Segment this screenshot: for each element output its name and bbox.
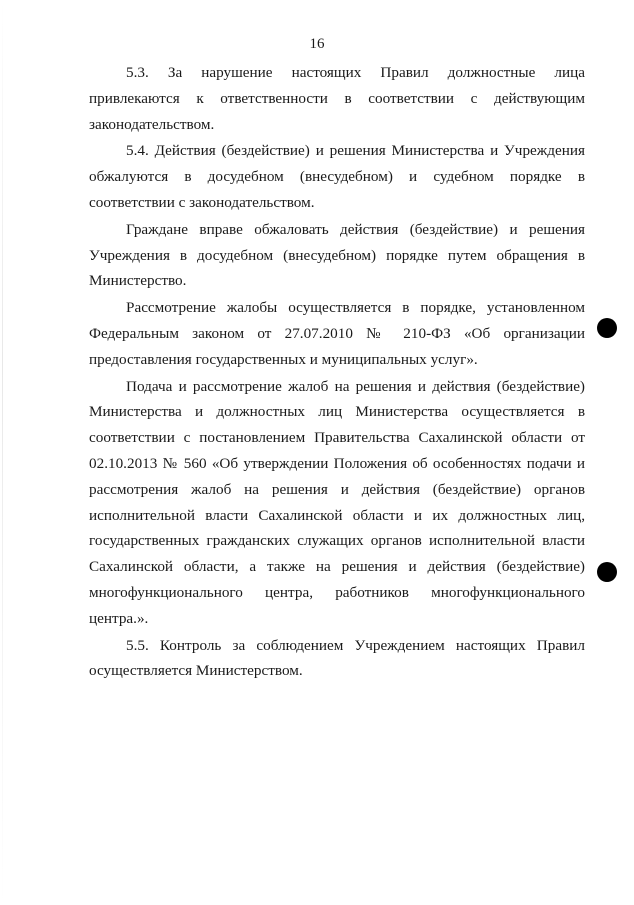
- punch-hole-mark: [597, 318, 617, 338]
- paragraph-complaint-review: Рассмотрение жалобы осуществляется в порядке, установленном Федеральным законом от 27.07.2010 № 210-ФЗ «Об организации предоставления государственных и муниципальных услуг».: [89, 299, 585, 368]
- paragraph-5-5: 5.5. Контроль за соблюдением Учреждением настоящих Правил осуществляется Министерством.: [89, 636, 585, 680]
- page-number: 16: [309, 36, 325, 52]
- document-body: [89, 60, 585, 684]
- paragraph-citizens-appeal: Граждане вправе обжаловать действия (бездействие) и решения Учреждения в досудебном (внесудебном) порядке путем обращения в Министерство.: [89, 220, 585, 290]
- scan-edge: [2, 0, 3, 905]
- paragraph-5-4: 5.4. Действия (бездействие) и решения Министерства и Учреждения обжалуются в досудебном (внесудебном) и судебном порядке в соответствии с законодательством.: [89, 142, 585, 211]
- punch-hole-mark: [597, 562, 617, 582]
- paragraph-5-3: 5.3. За нарушение настоящих Правил должностные лица привлекаются к ответственности в соответствии с действующим законодательством.: [89, 64, 585, 133]
- paragraph-complaint-filing: Подача и рассмотрение жалоб на решения и действия (бездействие) Министерства и должностных лиц Министерства осуществляется в соответствии с постановлением Правительства Сахалинской области от 02.10.2013 № 560 «Об утверждении Положения об особенностях подачи и рассмотрения жалоб на решения и действия (бездействие) органов исполнительной власти Сахалинской области и их должностных лиц, государственных гражданских служащих органов исполнительной власти Сахалинской области, а также на решения и действия (бездействие) многофункционального центра, работников многофункционального центра.».: [89, 377, 585, 627]
